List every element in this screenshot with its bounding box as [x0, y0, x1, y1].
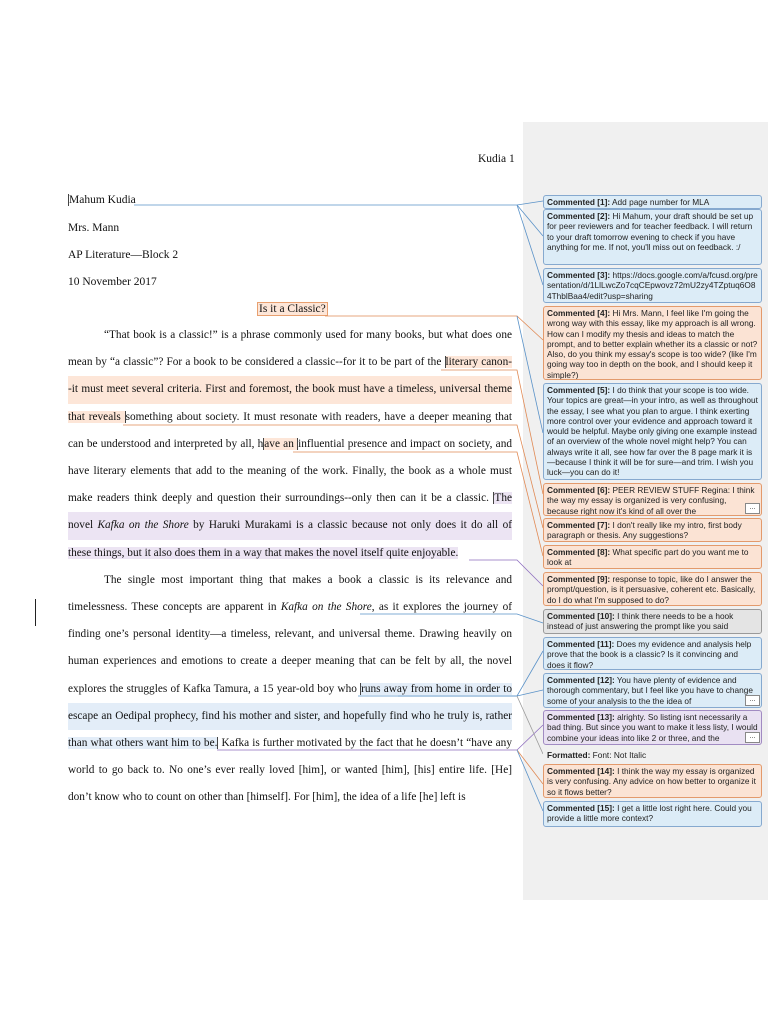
comment-3[interactable]: Commented [3]: https://docs.google.com/a/fcusd.org/presentation/d/1LlLwcZo7cqCEpwovz72mU2zy4TZptuq6O84ThblBaa4/edit?usp=sharing: [543, 268, 762, 303]
body-line[interactable]: escape an Oedipal prophecy, find his mother and sister, and hopefully find who he truly is, rather: [68, 703, 512, 730]
expand-comment-button[interactable]: ...: [745, 695, 760, 706]
essay-body[interactable]: [68, 322, 512, 812]
body-line[interactable]: -it must meet several criteria. First and foremost, the book must have a timeless, universal theme: [68, 376, 512, 403]
body-line: don’t know who to count on other than [himself]. For [him], the idea of a life [he] left is: [68, 791, 466, 804]
comment-13[interactable]: Commented [13]: alrighty. So listing isnt necessarily a bad thing. But since you want to make it less listy, I would combine your ideas into like 2 or three, and the ...: [543, 710, 762, 745]
body-line: can be understood and interpreted by all, have an influential presence and impact on society, and: [68, 437, 512, 450]
comment-15[interactable]: Commented [15]: I get a little lost right here. Could you provide a little more context?: [543, 801, 762, 827]
essay-date: 10 November 2017: [68, 276, 157, 288]
comment-anchor-highlight[interactable]: ave an: [264, 437, 298, 450]
comment-4[interactable]: Commented [4]: Hi Mrs. Mann, I feel like I'm going the wrong way with this essay, like my approach is all wrong. How can I modify my thesis and ideas to match the prompt, and to better explain whether its a classic or not? Also, do you think my essay's scope is too wide? (like I'm going way too in depth on the book, and I should keep it simple?): [543, 306, 762, 380]
body-line[interactable]: novel Kafka on the Shore by Haruki Murakami is a classic because not only does it do all of: [68, 512, 512, 539]
expand-comment-button[interactable]: ...: [745, 732, 760, 743]
comment-anchor-highlight[interactable]: literary canon-: [445, 356, 512, 369]
expand-comment-button[interactable]: ...: [745, 503, 760, 514]
comment-anchor-highlight[interactable]: runs away from home in order to: [361, 682, 513, 695]
body-line: timelessness. These concepts are apparent in Kafka on the Shore, as it explores the journey of: [68, 601, 512, 614]
comment-anchor-highlight[interactable]: than what others want him to be.: [68, 737, 218, 750]
student-name[interactable]: Mahum Kudia: [69, 194, 136, 206]
novel-title-italic: Kafka on the Shore: [280, 601, 372, 614]
body-line: finding one’s personal identity—a timeless, relevant, and universal theme. Drawing heavily on: [68, 628, 512, 641]
essay-title[interactable]: Is it a Classic?: [259, 303, 326, 315]
body-line: that reveals something about society. It must resonate with readers, have a deeper meaning that: [68, 410, 513, 423]
teacher-name: Mrs. Mann: [68, 222, 120, 234]
comment-7[interactable]: Commented [7]: I don't really like my intro, first body paragraph or thesis. Any suggestions?: [543, 518, 762, 542]
body-line: world to go back to. No one’s ever really loved [him], or wanted [him], [his] entire life. [He]: [68, 764, 512, 777]
class-name: AP Literature—Block 2: [68, 249, 179, 261]
text-cursor: [35, 599, 36, 626]
body-line: human experiences and emotions to create a deeper meaning that can be felt by all, the novel: [68, 655, 512, 668]
comment-2[interactable]: Commented [2]: Hi Mahum, your draft should be set up for peer reviewers and for teacher feedback. I will return to your draft tomorrow evening to check if you have anything for me. If not, you'll miss out on feedback. :/: [543, 209, 762, 265]
novel-title-italic: Kafka on the Shore: [97, 519, 189, 532]
body-line: The single most important thing that makes a book a classic is its relevance and: [104, 573, 512, 586]
formatting-note: Formatted: Font: Not Italic: [543, 748, 762, 762]
comment-6[interactable]: Commented [6]: PEER REVIEW STUFF Regina: I think the way my essay is organized is very confusing, because right now it's kind of all over the ...: [543, 483, 762, 516]
comment-10[interactable]: Commented [10]: I think there needs to be a hook instead of just answering the prompt like you said: [543, 609, 762, 634]
comment-11[interactable]: Commented [11]: Does my evidence and analysis help prove that the book is a classic? Is it convincing and does it flow?: [543, 637, 762, 670]
comment-1[interactable]: Commented [1]: Add page number for MLA: [543, 195, 762, 209]
comment-14[interactable]: Commented [14]: I think the way my essay is organized is very confusing. Any advice on how better to organize it so it flows better?: [543, 764, 762, 798]
body-line: make readers think deeply and question their surroundings--only then can it be a classic. The: [68, 492, 512, 505]
body-line: mean by “a classic”? For a book to be considered a classic--for it to be part of the literary canon-: [68, 356, 512, 369]
body-line: have literary elements that add to the meaning of the work. Finally, the book as a whole must: [68, 465, 512, 478]
body-line: than what others want him to be. Kafka is further motivated by the fact that he doesn’t “have any: [68, 737, 512, 750]
body-line: “That book is a classic!” is a phrase commonly used for many books, but what does one: [104, 329, 512, 341]
comment-9[interactable]: Commented [9]: response to topic, like do I answer the prompt/question, is it persuasive, coherent etc. Basically, do I do what I'm supposed to do?: [543, 572, 762, 606]
body-line[interactable]: these things, but it also does them in a way that makes the novel itself quite enjoyable.: [68, 546, 459, 559]
comment-anchor-highlight[interactable]: that reveals: [68, 410, 125, 423]
body-line: explores the struggles of Kafka Tamura, a 15 year-old boy who runs away from home in order to: [68, 682, 513, 695]
comment-8[interactable]: Commented [8]: What specific part do you want me to look at: [543, 545, 762, 569]
comment-12[interactable]: Commented [12]: You have plenty of evidence and thorough commentary, but I feel like you have to change some of your analysis to the the idea of ...: [543, 673, 762, 708]
comment-anchor-highlight[interactable]: The: [494, 492, 512, 505]
page-number: Kudia 1: [478, 153, 515, 165]
comment-5[interactable]: Commented [5]: I do think that your scope is too wide. Your topics are great—in your intro, as well as throughout the essay, I see what you plan to argue. I think exerting more control over your evidence and approach toward it would be helpful. Maybe only giving one example instead of an overview of the whole novel might help? You can always write it all, see how far over the 8 page mark it is—because I think it will be for sure—and trim. I wish you luck—you can do it!: [543, 383, 762, 480]
